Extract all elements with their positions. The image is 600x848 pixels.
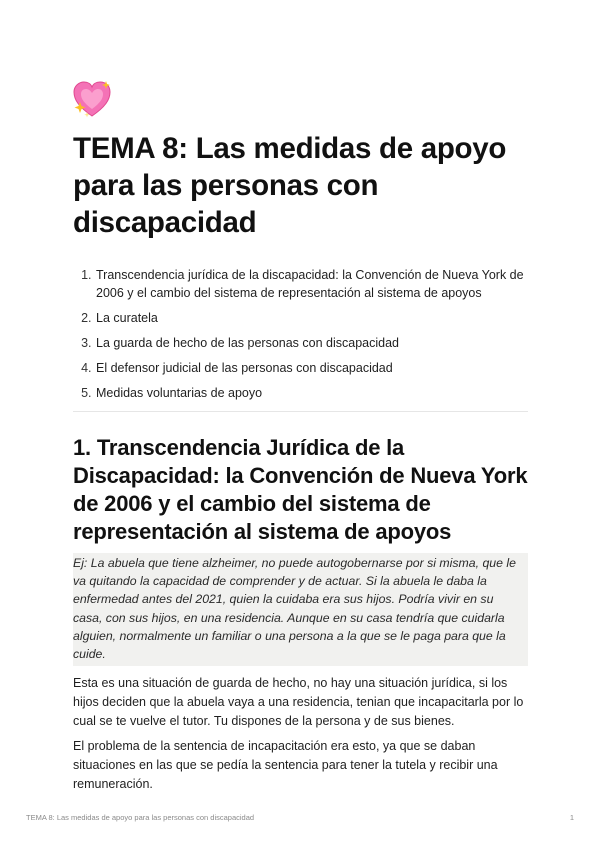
- toc-item: 5. Medidas voluntarias de apoyo: [95, 384, 528, 402]
- toc-item: 3. La guarda de hecho de las personas con discapacidad: [95, 334, 528, 352]
- table-of-contents: [73, 266, 528, 402]
- page-number: 1: [569, 813, 574, 822]
- page-footer: [26, 813, 574, 822]
- document-page: [73, 78, 528, 794]
- body-paragraph: Esta es una situación de guarda de hecho, no hay una situación jurídica, si los hijos deciden que la abuela vaya a una residencia, tenian que incapacitarla por lo cual se te vuelve el tutor. Tu dispones de la persona y de sus bienes.: [73, 676, 524, 729]
- footer-title: TEMA 8: Las medidas de apoyo para las personas con discapacidad: [26, 813, 255, 822]
- toc-item: 4. El defensor judicial de las personas con discapacidad: [95, 359, 528, 377]
- divider: [73, 411, 528, 412]
- page-title: TEMA 8: Las medidas de apoyo para las personas con discapacidad: [73, 132, 507, 239]
- toc-item: 2. La curatela: [95, 309, 528, 327]
- toc-item: 1. Transcendencia jurídica de la discapacidad: la Convención de Nueva York de 2006 y el cambio del sistema de representación al sistema de apoyos: [95, 266, 528, 302]
- sparkling-heart-icon: [71, 78, 113, 120]
- example-callout: Ej: La abuela que tiene alzheimer, no puede autogobernarse por si misma, que le va quitando la capacidad de comprender y de actuar. Si la abuela le daba la enfermedad antes del 2021, quien la cuidaba era sus hijos. Podría vivir en su casa, con sus hijos, en una residencia. Aunque en su casa tendría que cuidarla alguien, normalmente un familiar o una persona a la que se le paga para que la cuide.: [73, 553, 528, 666]
- body-paragraph: El problema de la sentencia de incapacitación era esto, ya que se daban situaciones en las que se pedía la sentencia para tener la tutela y recibir una remuneración.: [73, 739, 498, 792]
- section-heading: 1. Transcendencia Jurídica de la Discapacidad: la Convención de Nueva York de 2006 y el cambio del sistema de representación al sistema de apoyos: [73, 435, 528, 544]
